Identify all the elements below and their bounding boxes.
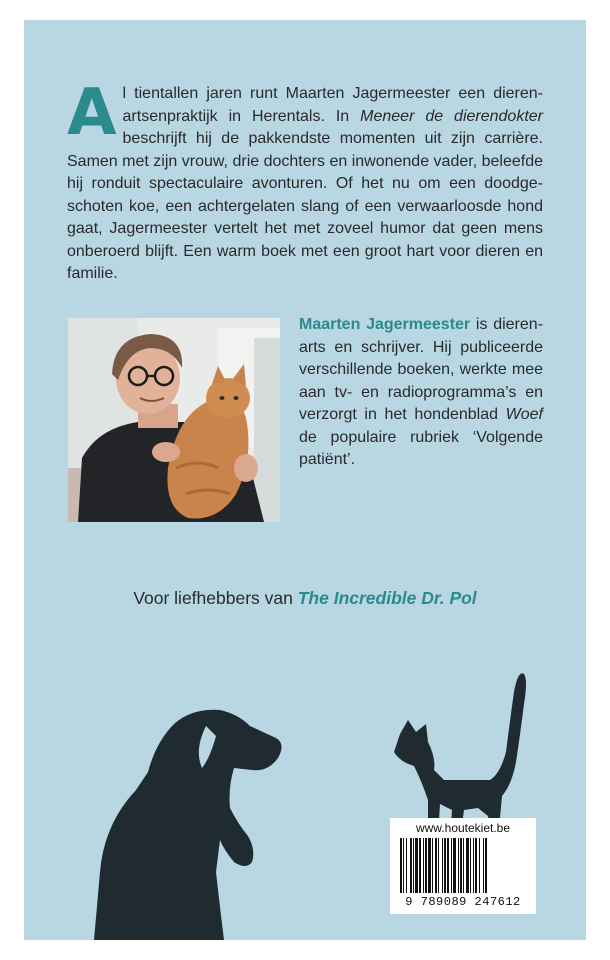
publisher-url: www.houtekiet.be <box>415 821 511 835</box>
barcode-block <box>390 818 536 914</box>
magazine-name: Woef <box>505 406 543 423</box>
author-bio <box>299 314 543 472</box>
blurb-book-title: Meneer de dierendokter <box>360 107 543 125</box>
book-blurb <box>67 76 543 286</box>
tagline-show-title: The Incredible Dr. Pol <box>297 588 477 608</box>
isbn-digits: 9 789089 247612 <box>405 895 521 909</box>
book-back-cover <box>24 20 586 940</box>
tagline-prefix: Voor liefhebbers van <box>133 588 298 608</box>
blurb-text-1: l tientallen jaren runt Maarten Jagermeester een dierenartsenpraktijk in Herentals. In <box>122 85 543 125</box>
cat-silhouette <box>394 673 526 838</box>
author-bio-text-2: de populaire rubriek ‘Volgende patiënt’. <box>299 428 543 468</box>
author-with-cat-image <box>68 318 280 522</box>
drop-cap: A <box>67 76 117 150</box>
author-photo <box>68 318 280 522</box>
dog-silhouette <box>94 710 282 940</box>
tagline <box>24 588 586 609</box>
blurb-text-2: beschrijft hij de pakkendste momenten uit zijn carrière. Samen met zijn vrouw, drie dochters en inwonende vader, beleefde hij ronduit spectaculaire avonturen. Of het nu om een doodgeschoten koe, een achtergelaten slang of een verwaarloosde hond gaat, Jagermeester vertelt het met zoveel humor dat geen mens onberoerd blijft. Een warm boek met een groot hart voor dieren en familie. <box>67 130 543 282</box>
author-name: Maarten Jagermeester <box>299 316 471 333</box>
author-bio-text-1: is dierenarts en schrijver. Hij publiceerde verschillende boeken, werkte mee aan tv- en radioprogramma’s en verzorgt in het hondenblad <box>299 316 544 423</box>
